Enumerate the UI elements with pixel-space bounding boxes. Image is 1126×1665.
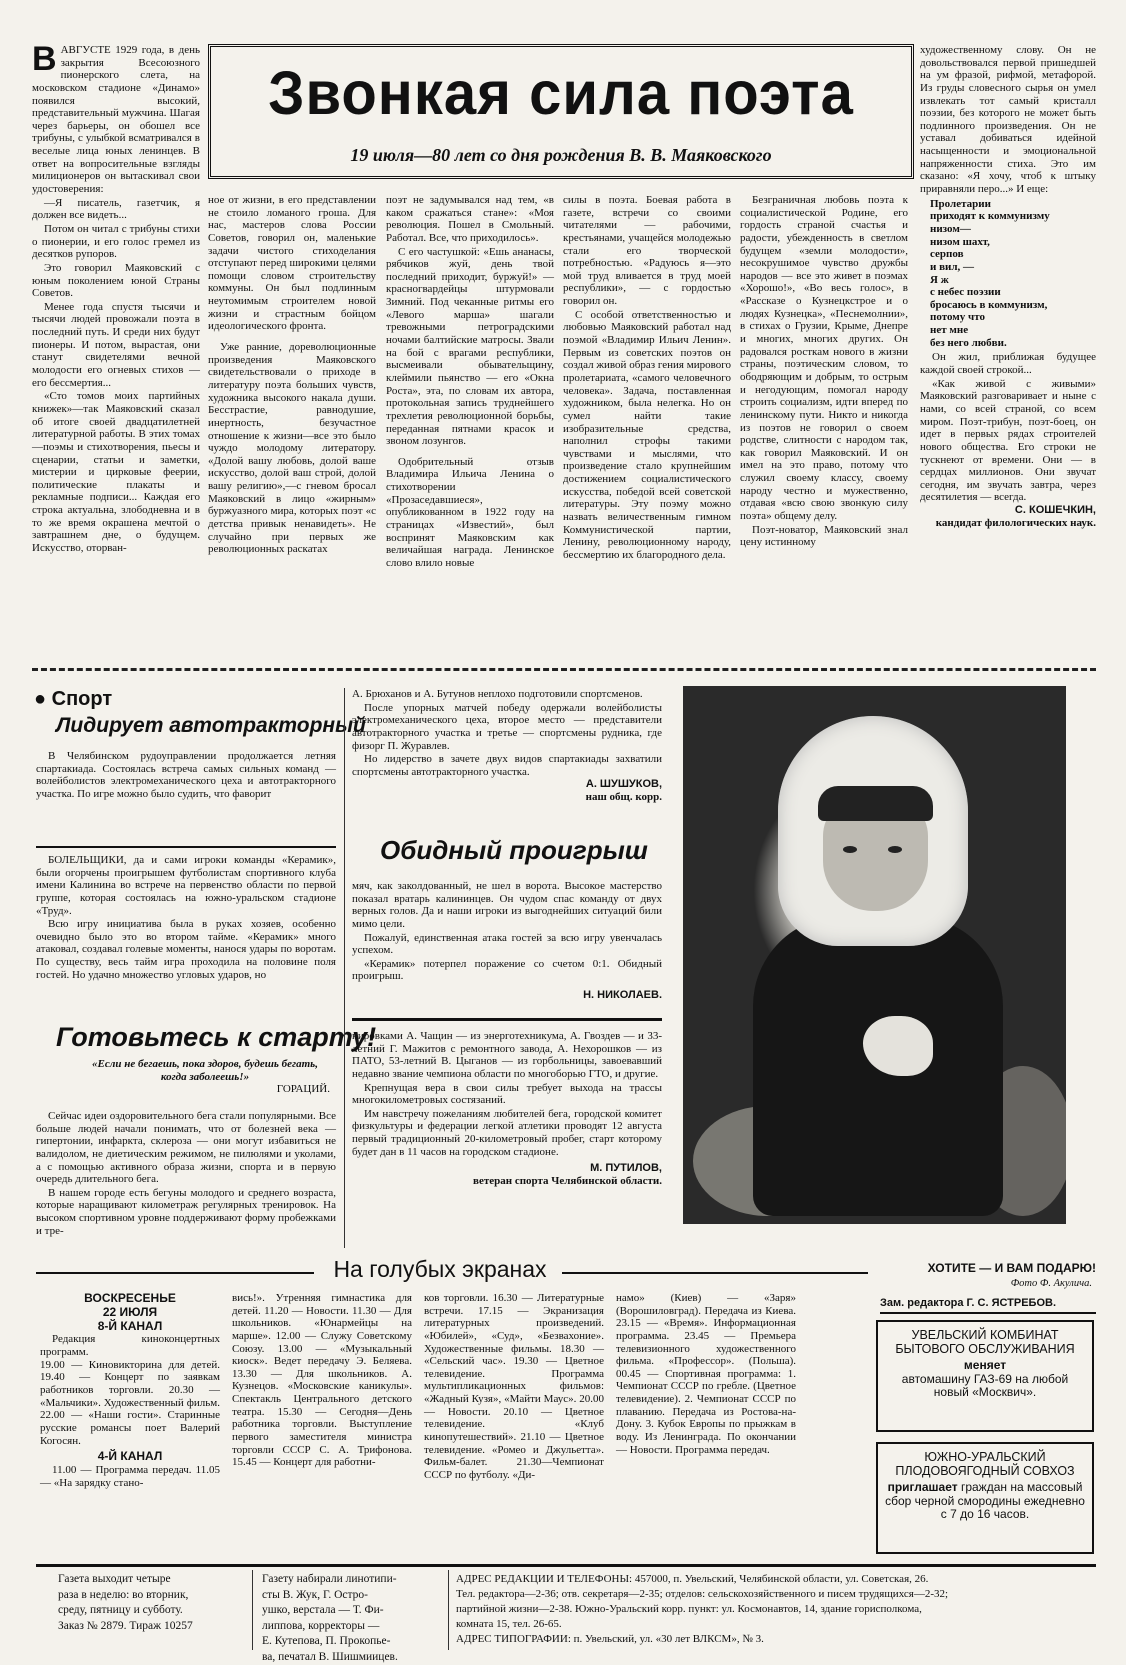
photo-girl-with-flower [683,686,1066,1224]
page-subtitle: 19 июля—80 лет со дня рождения В. В. Маяковского [350,145,772,165]
epigraph [80,1058,330,1096]
sport-rubric [34,688,112,711]
poem-quote: Пролетарии приходят к коммунизму низом— низом шахт, серпов и вил, — Я ж с небес поэзии бросаюсь в коммунизм, потому что нет мне без него любви. [930,197,1050,349]
footer-address: АДРЕС РЕДАКЦИИ И ТЕЛЕФОНЫ: 457000, п. Увельский, Челябинской области, ул. Советская, 26. Тел. редактора—2-36; отв. секретаря—2-35; отделов: сельскохозяйственного и писем трудящихся—2-32; партийной жизни—2-38. Южно-Уральский корр. пункт: ул. Космонавтов, 14, здание горисполкома, комната 15, тел. 26-65. [456,1573,949,1630]
tv-program: вись!». Утренняя гимнастика для детей. 11.20 — Новости. 11.30 — Для школьников. «Юнармейцы на марше». 12.00 — Служу Советскому Союзу. 13.00 — «Музыкальный киоск». Ведет передачу Э. Беляева. 13.30 — Для школьников. А. Кузнецов. «Московские каникулы». Спектакль Центрального детского театра. 15.30 — Сегодня—День работника торговли. Выступление первого заместителя министра торговли СССР С. А. Трифонова. 15.45 — Концерт для работни- [232,1292,412,1469]
paragraph: Он жил, приближая будущее каждой своей строкой... [920,351,1096,377]
paragraph: С особой ответственностью и любовью Маяковский работал над поэмой «Владимир Ильич Ленин». Первым из советских поэтов он создал живой образ гения мирового пролетариата, «самого человечного человека». Задача, поставленная художником, была нелегка. Но он сумел найти такие изобразительные средства, наполнил строфы такими чувствами и мыслями, что произведение стало крупнейшим достижением социалистического искусства, победой всей советской литературы. Эту поэму можно назвать величественным гимном Коммунистической партии, Ленину, революционному народу, бессмертию их благородного дела. [563,308,731,561]
sport-col-5 [36,1110,336,1237]
tv-day: ВОСКРЕСЕНЬЕ [84,1291,176,1305]
tv-channel: 8-Й КАНАЛ [97,1318,163,1333]
paragraph: «Как живой с живыми» Маяковский разговаривает и ныне с нами, со всей страной, со всем миром. Поэт-трибун, поэт-боец, он идет в первых рядах строителей нового общества. Его строки не тускнеют от времени. Они — в сердцах миллионов. Они звучат сегодня, им звучать завтра, через десятилетия — всегда. [920,377,1096,504]
tv-title: На голубых экранах [333,1256,547,1282]
paragraph: Всю игру инициатива была в руках хозяев, особенно очевидно было это во втором тайме. «Керамик» много атаковал, создавал голевые моменты, нанося удары по воротам. По существу, весь тайм игра проходила на половине поля гостей. Но удачно множество угловых ударов, но [36,918,336,981]
column-rule [448,1570,449,1650]
article-col-3 [386,194,554,570]
author-signature: М. ПУТИЛОВ, [590,1162,662,1175]
article-col-4 [563,194,731,562]
rubric-label: Спорт [51,688,113,710]
paragraph: Крепнущая вера в свои силы требует выхода на трассы многокилометровых состязаний. [352,1081,662,1107]
headline-start: Готовьтесь к старту! [56,1022,377,1052]
tv-channel: 4-Й КАНАЛ [97,1449,163,1464]
bullet-icon: ● [34,688,47,710]
paragraph: В Челябинском рудоуправлении продолжается летняя спартакиада. Состоялась встреча самых сильных команд — волейболистов электромеханического цеха и автотракторного участка. По игре можно было судить, что фаворит [36,750,336,800]
sport-col-1 [36,750,336,801]
section-divider [32,668,1096,671]
paragraph: —Я писатель, газетчик, я должен все видеть... [32,196,200,222]
footer-print-address: АДРЕС ТИПОГРАФИИ: п. Увельский, ул. «30 лет ВЛКСМ», № 3. [456,1633,764,1645]
paragraph: Уже ранние, дореволюционные произведения Маяковского свидетельствовали о приходе в литературу поэта больших чувств, художника высокого накала души. Бесстрастие, равнодушие, инертность, безучастное отношение к жизни—все это было чуждо молодому литератору. «Долой вашу любовь, долой ваше искусство, долой ваш строй, долой вашу религию»,—с гневом бросал Маяковский в лицо «жирным» буржуазного мира, которых поэт «с детства привык ненавидеть». Не случайно при первых же революционных раскатах [208,341,376,556]
tv-program: намо» (Киев) — «Заря» (Ворошиловград). Передача из Киева. 23.15 — «Время». Информационная программа. 23.45 — Премьера телевизионного художественного фильма. «Профессор». (Польша). 00.45 — Спортивная программа: 1. Чемпионат СССР по гребле. (Цветное телевидение). 2. Чемпионат СССР по плаванию. Передача из Ростова-на-Дону. 3. Кубок Европы по прыжкам в воду. Из Ленинграда. По окончании — Новости. Программа передач. [616,1292,796,1456]
tv-date: 22 ИЮЛЯ [102,1304,158,1319]
ad-consumer-services [876,1320,1094,1432]
paragraph: ное от жизни, в его представлении не стоило ломаного гроша. Для нас, мастеров слова России Советов, говорил он, маленькие задачи чистого стиходелания отступают перед широкими целями помощи словом строительству коммуны. Он был подлинным неутомимым строителем новой жизни и страстным бойцом идеологического фронта. [208,194,376,333]
sport-col-4 [352,880,662,1002]
author-signature: Н. НИКОЛАЕВ. [583,989,662,1002]
article-col-5 [740,194,908,549]
ad-body: граждан на массовый сбор черной смородины ежедневно с 7 до 16 часов. [885,1479,1085,1522]
paragraph: поэт не задумывался над тем, «в каком сражаться стане»: «Моя революция. Пошел в Смольный. Работал. Все, что приходилось». [386,194,554,244]
paragraph: «Керамик» потерпел поражение со счетом 0:1. Обидный проигрыш. [352,957,662,983]
deputy-editor: Зам. редактора Г. С. ЯСТРЕБОВ. [880,1297,1096,1314]
section-divider [562,1272,868,1274]
paragraph: В нашем городе есть бегуны молодого и среднего возраста, которые наращивают километраж регулярных тренировок. На высоком спортивном уровне поддерживают форму пробежками и тре- [36,1186,336,1237]
paragraph: Пожалуй, единственная атака гостей за всю игру увенчалась успехом. [352,931,662,957]
tv-program: Редакция киноконцертных программ. 19.00 — Киновикторина для детей. 19.40 — Концерт по заявкам работников торговли. 20.30 — «Мальчики». Художественный фильм. 22.00 — «Наши гости». Старинные русские романсы поет Валерий Когосян. [40,1333,220,1447]
paragraph: Менее года спустя тысячи и тысячи людей провожали поэта в последний путь. И среди них будут пионеры. И потом, вырастая, они станут свидетелями вечной молодости его огневых стихов — его бессмертия... [32,300,200,389]
paragraph: Но лидерство в зачете двух видов спартакиады захватили спортсмены автотракторного участка. [352,753,662,778]
section-divider [36,1272,314,1274]
paragraph: нировками А. Чащин — из энерготехникума, А. Гвоздев — и 33-летний Г. Мажитов с ремонтного завода, А. Нехорошков — из ПАТО, 53-летний В. Цыганов — из горбольницы, завоевавший недавно звание чемпиона области по многоборью ГТО, и другие. [352,1030,662,1080]
author-title: наш общ. корр. [585,791,662,804]
author-title: кандидат филологических наук. [935,516,1096,529]
tv-col-3 [424,1292,604,1482]
article-col-6 [920,44,1096,529]
footer-typesetters: Газету набирали линотипи- сты В. Жук, Г. Остро- ушко, верстала — Т. Фи- липпова, корректоры — Е. Кутепова, П. Прокопье- ва, печатал В. Шишмиицев. [262,1573,398,1663]
paragraph: силы в поэта. Боевая работа в газете, встречи со своими читателями — рабочими, крестьянами, учащейся молодежью стали его творческой потребностью. «Радуюсь я—это мой труд вливается в труд моей республики», — с гордостью говорил он. [563,194,731,308]
paragraph: Одобрительный отзыв Владимира Ильича Ленина о стихотворении «Прозаседавшиеся», опубликованном в 1922 году на страницах «Известий», был воспринят Маяковским как величайшая награда. Ленинское слово влило новые [386,455,554,569]
article-divider [36,846,336,848]
tv-program: ков торговли. 16.30 — Литературные встречи. 17.15 — Экранизация литературных произведений. «Юбилей», «Суд», «Безвахоние». Художественные фильмы. 18.30 — «Сельский час». 19.30 — Цветное телевидение. Программа мультипликационных фильмов: «Жадный Кузя», «Майти Маус». 20.00 — Новости. 20.10 — Цветное телевидение. «Клуб кинопутешествий». 21.10 — Цветное телевидение. «Ромео и Джульетта». Фильм-балет. 21.30—Чемпионат СССР по футболу. «Ди- [424,1292,604,1481]
epigraph-author: ГОРАЦИЙ. [276,1083,330,1096]
sport-col-2 [352,688,662,804]
column-rule [344,688,345,1248]
paragraph: мяч, как заколдованный, не шел в ворота. Высокое мастерство показал вратарь калининцев. Он чудом спас команду от двух верных голов. Да и наши игроки из выгоднейших ситуаций били мимо цели. [352,880,662,930]
tv-program: 11.00 — Программа передач. 11.05 — «На зарядку стано- [40,1463,220,1489]
paragraph: Поэт-новатор, Маяковский знал цену истинному [740,523,908,549]
author-signature: С. КОШЕЧКИН, [1014,504,1096,517]
paragraph: С его частушкой: «Ешь ананасы, рябчиков жуй, день твой последний приходит, буржуй!» — красногвардейцы штурмовали Зимний. Под чеканные ритмы его «Левого марша» шагали тревожными петроградскими ночами балтийские матросы. Звали на бой с врагами республики, высмеивали обывательщину, клеймили пьянство — его «Окна Роста», эта, по словам их автора, протокольная запись труднейшего трехлетия революционной борьбы, переданная пятнами красок и звоном лозунгов. [386,245,554,448]
ad-sovkhoz [876,1442,1094,1554]
tv-col-4 [616,1292,796,1456]
headline-defeat: Обидный проигрыш [380,835,648,865]
ad-title: УВЕЛЬСКИЙ КОМБИНАТ БЫТОВОГО ОБСЛУЖИВАНИЯ [895,1328,1075,1357]
epigraph-text: «Если не бегаешь, пока здоров, будешь бегать, когда заболеешь!» [92,1058,318,1083]
tv-col-1 [40,1292,220,1489]
ad-verb: меняет [963,1357,1007,1372]
ad-verb: приглашает [887,1479,958,1494]
paragraph: БОЛЕЛЬЩИКИ, да и сами игроки команды «Керамик», были огорчены проигрышем футболистам спортивного клуба имени Калинина во встрече на первенство области по первой группе, которая состоялась на южно-уральском стадионе «Труд». [36,854,336,917]
paragraph: художественному слову. Он не довольствовался первой пришедшей на ум фразой, рифмой, метафорой. Из груды словесного сырья он умел извлекать тот самый кристалл поэзии, без которого не может быть подлинного произведения. Он не уставал добиваться идейной насыщенности и эмоциональной напряженности стиха. Это им сказано: «Я хочу, чтоб к штыку приравняли перо...» И еще: [920,44,1096,196]
paragraph: Это говорил Маяковский с юным поколением юной Страны Советов. [32,261,200,300]
author-signature: А. ШУШУКОВ, [585,778,662,791]
article-divider [352,1018,662,1021]
paragraph: Им навстречу пожеланиям любителей бега, городской комитет физкультуры и федерации легкой атлетики проводят 12 августа первый традиционный 20-километровый пробег, старт которому будет дан в 11 часов на городском стадионе. [352,1107,662,1158]
paragraph: Безграничная любовь поэта к социалистической Родине, его гордость страной счастья и радости, убежденность в светлом будущем «земли молодости», несокрушимое чувство дружбы народов — все это живет в поэмах «Хорошо!», «Во весь голос», в «Рассказе о Кузнецкстрое и о людях Кузнецка», «Песнемолнии», в стихах о Грузии, Крыме, Днепре и многих, многих других. Он радовался росткам нового в жизни страны, поэтическим словом, то ободряющим и добрым, то острым и негодующим, помогал народу строить социализм, идти вперед по ленинскому пути. Никто и никогда из поэтов не говорил о своем родстве, слитности с народом так, как говорил Маяковский. И он имел на это право, потому что служил своему классу, своему народу честно и мужественно, отдавая «всю свою звонкую силу поэта» общему делу. [740,194,908,523]
photo-caption: ХОТИТЕ — И ВАМ ПОДАРЮ! [927,1261,1096,1275]
footer-divider [36,1564,1096,1567]
paragraph: АВГУСТЕ 1929 года, в день закрытия Всесоюзного пионерского слета, на московском стадионе «Динамо» появился высокий, представительный мужчина. Шагая через барьеры, он обошел все трибуны, с улыбкой всматривался в веселые лица юных ленинцев. В ответ на вопросительные взгляды милиционеров он вытаскивал свои удостоверения: [32,44,200,196]
author-title: ветеран спорта Челябинской области. [473,1175,662,1188]
paragraph: Потом он читал с трибуны стихи о пионерии, и его голос гремел из десятков рупоров. [32,222,200,261]
ad-text: автомашину ГАЗ-69 на любой новый «Москвич». [901,1371,1069,1400]
paragraph: А. Брюханов и А. Бутунов неплохо подготовили спортсменов. [352,688,643,700]
page-title: Звонкая сила поэта [268,59,854,128]
footer-schedule: Газета выходит четыре раза в неделю: во вторник, среду, пятницу и субботу. Заказ № 2879. Тираж 10257 [58,1573,193,1632]
headline-leader: Лидирует автотракторный [56,714,366,737]
tv-col-2 [232,1292,412,1469]
photo-credit: Фото Ф. Акулича. [1010,1278,1092,1289]
ad-text [884,1481,1086,1522]
paragraph: Сейчас идеи оздоровительного бега стали популярными. Все больше людей начали понимать, что от болезней века — гипертонии, инфаркта, склероза — они могут избавиться не валидолом, не диетическим режимом, не пилюлями и уколами, а с помощью активного образа жизни, спорта и в первую очередь длительного бега. [36,1110,336,1186]
paragraph: После упорных матчей победу одержали волейболисты электромеханического цеха, второе место — представители автотракторного участка и третье — спортсмены рудника, где физорг П. Журавлев. [352,701,662,752]
column-rule [252,1570,253,1650]
paragraph: «Сто томов моих партийных книжек»—так Маяковский сказал об итоге своей двадцатилетней литературной работы. В этих томах—поэмы и стихотворения, пьесы и сценарии, статьи и заметки, мистерии и цирковые феерии, политические плакаты и рекламные подписи... Каждая его строка актуальна, злободневна и в то же время окрашена мечтой о завтрашнем дне, о будущем. Искусство, оторван- [32,390,200,554]
dropcap: В [32,40,57,78]
sport-col-3 [36,854,336,981]
ad-title: ЮЖНО-УРАЛЬСКИЙ ПЛОДОВОЯГОДНЫЙ СОВХОЗ [895,1450,1075,1479]
title-box [208,44,914,179]
article-col-2 [208,194,376,556]
article-col-1 [32,40,200,555]
sport-col-6 [352,1030,662,1188]
